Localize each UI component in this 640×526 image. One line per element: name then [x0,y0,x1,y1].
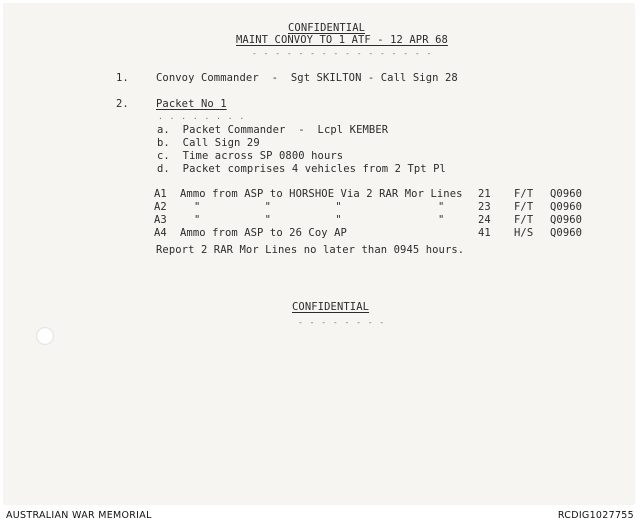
vehicle-row-a3-task: " " " " [194,214,445,226]
document-title: MAINT CONVOY TO 1 ATF - 12 APR 68 [236,34,448,46]
vehicle-row-a2-type: F/T [514,201,534,213]
vehicle-row-a2-task: " " " " [194,201,445,213]
subitem-d: d. Packet comprises 4 vehicles from 2 Tpt Pl [157,163,446,175]
vehicle-row-a4-type: H/S [514,227,534,239]
vehicle-row-a4-code: Q0960 [550,227,583,239]
punch-hole [36,327,54,345]
subitem-c: c. Time across SP 0800 hours [157,150,344,162]
archive-reference: RCDIG1027755 [557,510,634,521]
vehicle-row-a4-id: A4 [154,227,167,239]
vehicle-row-a2-id: A2 [154,201,167,213]
item-2-number: 2. [116,98,129,110]
archive-credit: AUSTRALIAN WAR MEMORIAL [6,510,152,521]
vehicle-row-a4-qty: 41 [478,227,491,239]
subitem-a: a. Packet Commander - Lcpl KEMBER [157,124,389,136]
vehicle-row-a1-type: F/T [514,188,534,200]
vehicle-row-a3-type: F/T [514,214,534,226]
footer-classification: CONFIDENTIAL [292,301,370,313]
header-classification: CONFIDENTIAL [288,22,366,34]
vehicle-row-a1-code: Q0960 [550,188,583,200]
vehicle-row-a1-id: A1 [154,188,167,200]
vehicle-row-a1-task: Ammo from ASP to HORSHOE Via 2 RAR Mor Lines [180,188,463,200]
vehicle-row-a3-id: A3 [154,214,167,226]
vehicle-row-a1-qty: 21 [478,188,491,200]
vehicle-row-a3-qty: 24 [478,214,491,226]
document-page [4,4,634,504]
vehicle-row-a2-code: Q0960 [550,201,583,213]
subitem-b: b. Call Sign 29 [157,137,260,149]
packet-dotted-rule: . . . . . . . . [158,112,246,121]
vehicle-row-a3-code: Q0960 [550,214,583,226]
report-instruction: Report 2 RAR Mor Lines no later than 0945 hours. [156,244,465,256]
footer-dotted-rule: - - - - - - - - [298,318,386,327]
item-1-text: Convoy Commander - Sgt SKILTON - Call Sign 28 [156,72,458,84]
title-dotted-rule: - - - - - - - - - - - - - - - - [252,49,433,58]
vehicle-row-a2-qty: 23 [478,201,491,213]
packet-heading: Packet No 1 [156,98,227,110]
item-1-number: 1. [116,72,129,84]
vehicle-row-a4-task: Ammo from ASP to 26 Coy AP [180,227,347,239]
